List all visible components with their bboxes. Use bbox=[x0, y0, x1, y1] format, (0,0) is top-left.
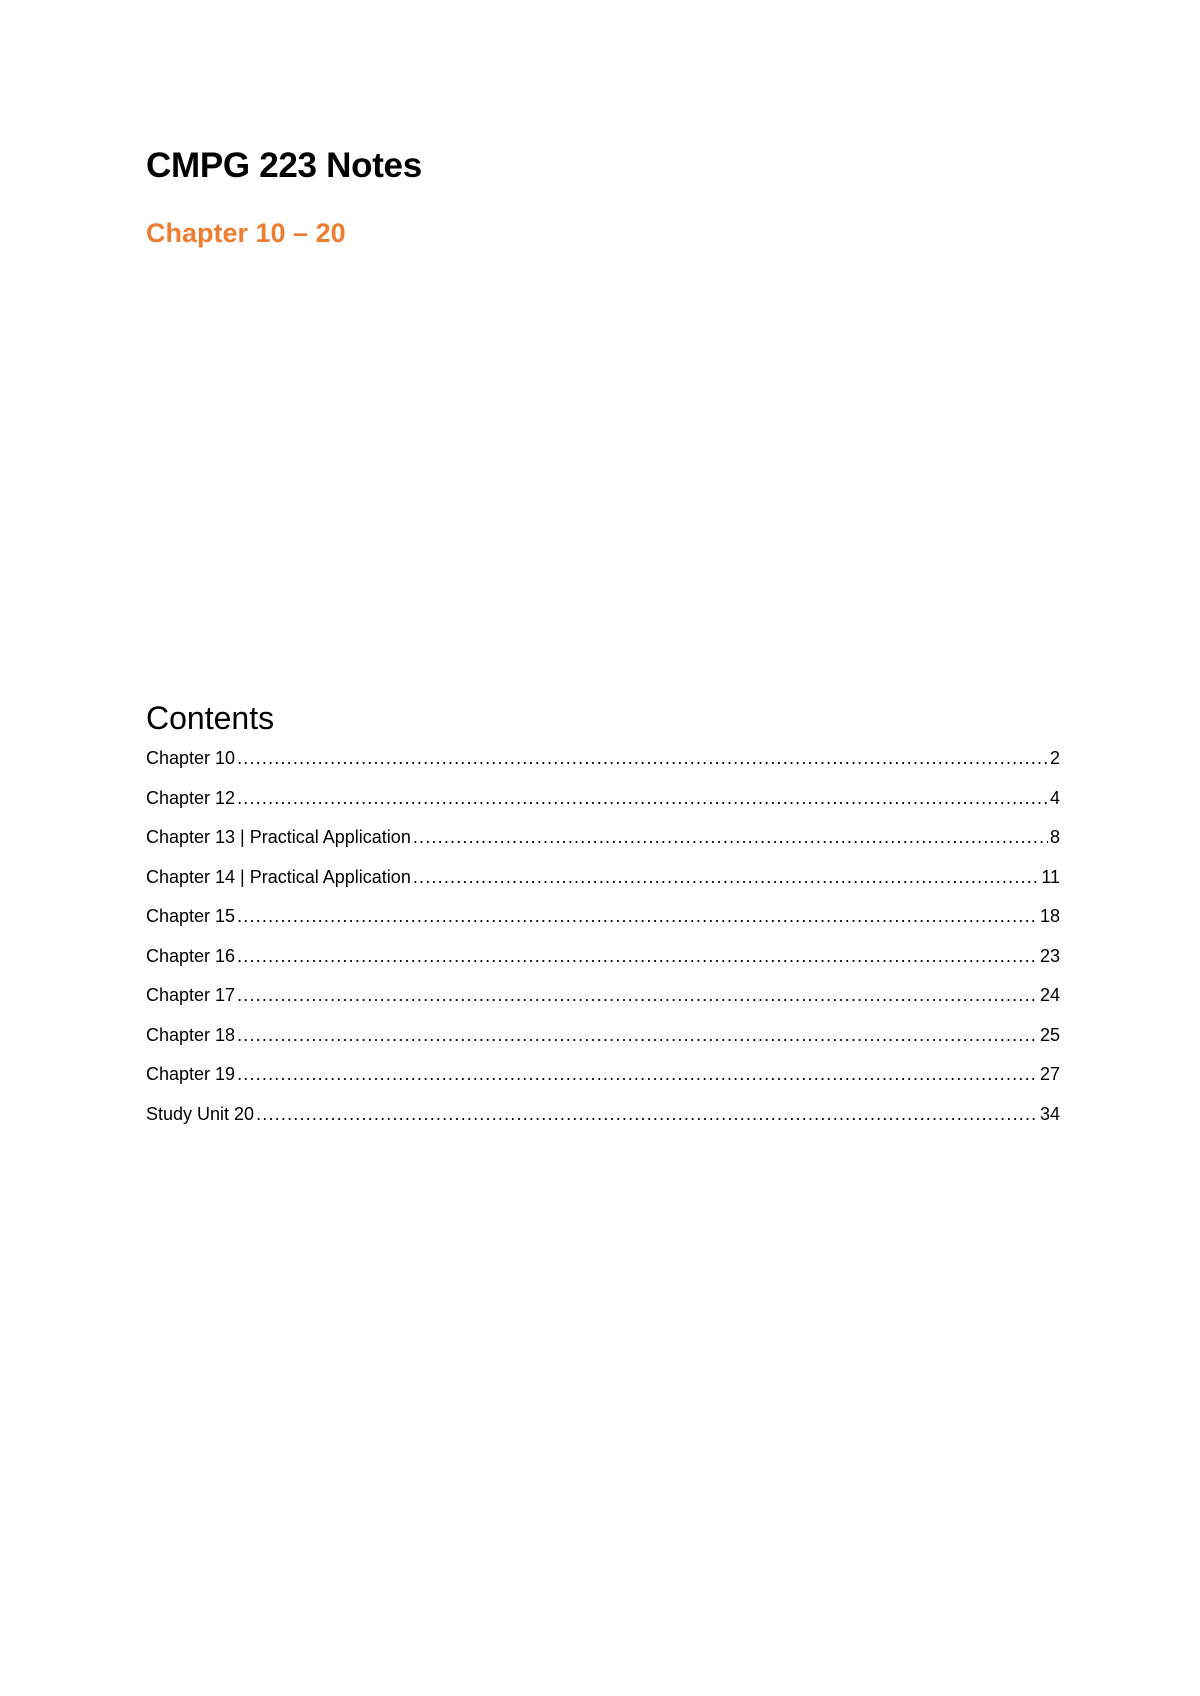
toc-entry-page: 25 bbox=[1039, 1024, 1060, 1045]
toc-entry-page: 34 bbox=[1039, 1103, 1060, 1124]
toc-entry[interactable] bbox=[146, 905, 1060, 945]
toc-entry-page: 18 bbox=[1039, 906, 1060, 926]
toc-dot-leader bbox=[237, 747, 1048, 769]
toc-entry-label: Chapter 14 | Practical Application bbox=[146, 866, 411, 887]
toc-entry-label: Chapter 12 bbox=[146, 787, 236, 808]
toc-entry-page: 2 bbox=[1049, 748, 1060, 768]
toc-entry-page: 8 bbox=[1049, 827, 1060, 847]
toc-entry[interactable] bbox=[146, 1103, 1060, 1143]
toc-dot-leader bbox=[237, 945, 1038, 967]
toc-dot-leader bbox=[256, 1103, 1038, 1125]
toc-entry-page: 11 bbox=[1041, 866, 1060, 887]
document-title: CMPG 223 Notes bbox=[146, 146, 422, 185]
toc-entry-label: Chapter 16 bbox=[146, 945, 236, 966]
toc-entry[interactable] bbox=[146, 1063, 1060, 1103]
toc-dot-leader bbox=[237, 787, 1048, 809]
toc-entry-label: Chapter 10 bbox=[146, 748, 236, 768]
toc-entry-label: Chapter 19 bbox=[146, 1064, 236, 1084]
toc-entry-label: Chapter 18 bbox=[146, 1024, 236, 1045]
document-subtitle: Chapter 10 – 20 bbox=[146, 218, 346, 248]
toc-entry[interactable] bbox=[146, 984, 1060, 1024]
toc-entry-page: 24 bbox=[1039, 985, 1060, 1005]
toc-entry[interactable] bbox=[146, 866, 1060, 906]
toc-dot-leader bbox=[237, 1063, 1038, 1085]
toc-entry[interactable] bbox=[146, 787, 1060, 827]
toc-dot-leader bbox=[413, 826, 1048, 848]
toc-entry-label: Chapter 13 | Practical Application bbox=[146, 827, 411, 847]
toc-entry[interactable] bbox=[146, 1024, 1060, 1064]
toc-entry-label: Study Unit 20 bbox=[146, 1103, 255, 1124]
toc-heading: Contents bbox=[146, 700, 275, 736]
toc-entry[interactable] bbox=[146, 945, 1060, 985]
toc-entry-label: Chapter 17 bbox=[146, 985, 236, 1005]
table-of-contents bbox=[146, 747, 1060, 1142]
toc-entry[interactable] bbox=[146, 747, 1060, 787]
toc-entry[interactable] bbox=[146, 826, 1060, 866]
toc-dot-leader bbox=[237, 905, 1038, 927]
toc-dot-leader bbox=[237, 1024, 1038, 1046]
toc-entry-page: 27 bbox=[1039, 1064, 1060, 1084]
toc-entry-page: 23 bbox=[1039, 945, 1060, 966]
toc-dot-leader bbox=[237, 984, 1038, 1006]
toc-entry-page: 4 bbox=[1049, 787, 1060, 808]
toc-dot-leader bbox=[413, 866, 1039, 888]
toc-entry-label: Chapter 15 bbox=[146, 906, 236, 926]
